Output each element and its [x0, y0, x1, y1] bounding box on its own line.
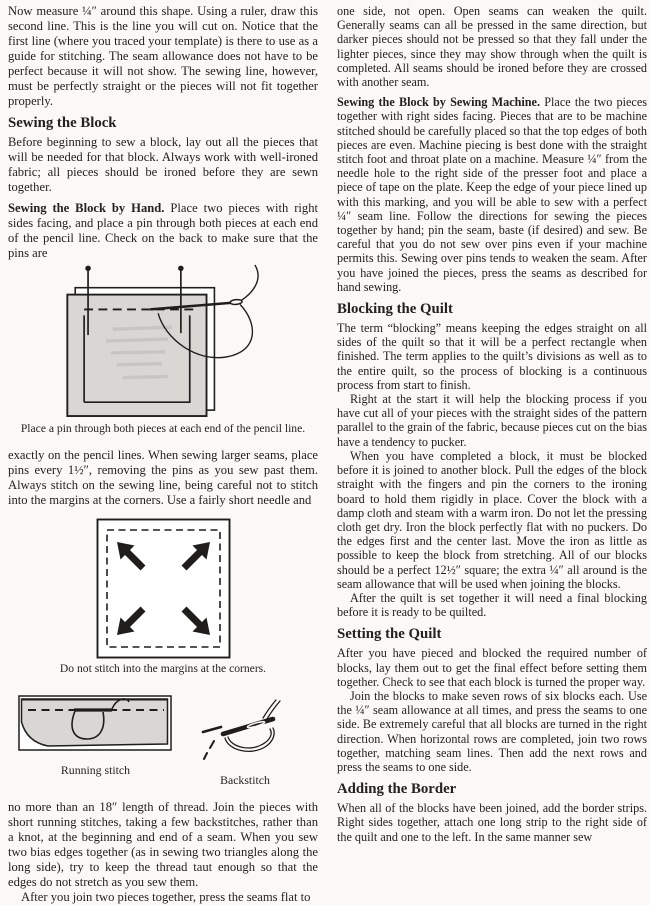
backstitch-figure — [195, 698, 295, 787]
pinned-pieces-caption: Place a pin through both pieces at each end of the pencil line. — [20, 422, 306, 435]
running-stitch-figure — [18, 695, 173, 777]
block-outline — [97, 520, 229, 658]
paragraph-thread-length: no more than an 18″ length of thread. Join the pieces with short running stitches, taking a few backstitches, rather than a knot, at the beginning and end of a seam. When you sew two bias edges together (as in sewing two triangles along the long side), try to keep the thread taut enough so that the edges do not stretch as you sew them. — [8, 800, 318, 889]
paragraph-blocking-2: Right at the start it will help the blocking process if you have cut all of your pieces with the straight sides of the pattern parallel to the grain of the fabric, because pieces cut on the bias have a tendency to pucker. — [337, 392, 647, 449]
pinned-pieces-figure — [8, 264, 318, 419]
backstitch-label: Backstitch — [220, 773, 270, 787]
running-stitch-illustration — [18, 695, 173, 752]
corner-margins-figure — [8, 518, 318, 659]
paragraph-before-sewing: Before beginning to sew a block, lay out all the pieces that will be needed for that block. Always work with well-ironed fabric; all pieces should be ironed before they are sewn together. — [8, 135, 318, 194]
needle-eye — [230, 299, 242, 305]
paragraph-sewing-by-hand-text: Place two pieces with right sides facing, and place a pin through both pieces at each end of the pencil line. Check on the back to make sure that the pins are — [8, 201, 319, 260]
paragraph-setting-2: Join the blocks to make seven rows of six blocks each. Use the ¼″ seam allowance at all times, and press the seams to one side. Be extremely careful that all blocks are turned in the right direction. When horizontal rows are completed, join two rows together, matching seam lines. Then add the next rows and press the seams to one side. — [337, 688, 647, 774]
intro-paragraph: Now measure ¼″ around this shape. Using a ruler, draw this second line. This is the line you will cut on. Notice that the first line (where you traced your template) is there to use as a guide for stitching. The seam allowance does not have to be perfect because it will not show. The sewing line, however, must be perfectly straight or the pieces will not fit together properly. — [8, 4, 318, 108]
stitch-dash — [210, 741, 214, 748]
stitch-figures-row — [8, 695, 318, 787]
paragraph-blocking-1: The term “blocking” means keeping the edges straight on all sides of the quilt so that it will be a perfect rectangle when finished. The term applies to the quilt’s divisions as well as to the entire quilt, so the process of blocking is a continuous process from start to finish. — [337, 321, 647, 392]
paragraph-blocking-4: After the quilt is set together it will need a final blocking before it is ready to be quilted. — [337, 590, 647, 620]
right-column — [337, 4, 647, 905]
paragraph-sewing-by-hand — [8, 201, 318, 261]
running-stitch-label: Running stitch — [60, 763, 131, 777]
stitch-dash — [203, 727, 221, 732]
paragraph-setting-1: After you have pieced and blocked the required number of blocks, lay them out to get the final effect before setting them together. Check to see that each block is turned the proper way. — [337, 646, 647, 689]
paragraph-blocking-3: When you have completed a block, it must be blocked before it is joined to another block. Pull the edges of the block straight with the fingers and pin the corners to the ironing board to hold them rigidly in place. Cover the block with a damp cloth and steam with a warm iron. Do not let the pressing cloth get dry. Iron the block perfectly flat with no puckers. Do the edges first and the center last. Move the iron as little as possible to keep the block from stretching. All of our blocks should be a perfect 12½″ square; the extra ¼″ all around is the seam allowance that will be used when joining the blocks. — [337, 448, 647, 591]
paragraph-border-1: When all of the blocks have been joined, add the border strips. Right sides together, attach one long strip to the right side of the quilt and one to the left. In the same manner sew — [337, 801, 647, 844]
stitch-dash — [204, 753, 207, 759]
run-in-heading-sewing-by-hand: Sewing the Block by Hand. — [8, 201, 165, 215]
run-in-heading-sewing-by-machine: Sewing the Block by Sewing Machine. — [337, 95, 541, 110]
paragraph-sewing-by-machine — [337, 95, 647, 294]
heading-setting-the-quilt: Setting the Quilt — [337, 626, 442, 643]
backstitch-illustration — [195, 698, 295, 760]
pinned-pieces-illustration — [50, 264, 290, 419]
paragraph-exactly: exactly on the pencil lines. When sewing larger seams, place pins every 1½″, removing the pins as you sew past them. Always stitch on the sewing line, being careful not to stitch into the margins at the corners. Use a fairly short needle and — [8, 448, 318, 507]
fabric-fold — [22, 699, 168, 746]
paragraph-after-join: After you join two pieces together, press the seams flat to — [21, 890, 311, 904]
corner-margins-caption: Do not stitch into the margins at the corners. — [59, 662, 267, 675]
paragraph-sewing-by-machine-text: Place the two pieces together with right sides facing. Pieces that are to be machine stitched should be carefully placed so that the top edges of both pieces are even. Machine piecing is best done with the straight stitch foot and throat plate on a machine. Measure ¼″ from the needle hole to the right side of the presser foot and place a piece of tape on the plate. Keep the edge of your piece lined up with this marking, and you will be able to sew with a perfect ¼″ seam line. Follow the directions for sewing the pieces together by hand; pin the seam, baste (if desired) and sew. Be careful that you do not sew over pins even if your machine permits this. Sewing over pins tends to weaken the seam. After you have joined the pieces, press the seams as described for hand sewing. — [337, 95, 647, 294]
thread-icon — [241, 265, 258, 301]
paragraph-one-side: one side, not open. Open seams can weaken the quilt. Generally seams can all be pressed in the same direction, but darker pieces should not be pressed so that they fall under the lighter pieces, since they may show through when the quilt is completed. All seams should be ironed before they are crossed with another seam. — [337, 4, 647, 90]
left-column — [8, 4, 318, 905]
heading-adding-the-border: Adding the Border — [337, 781, 457, 798]
heading-sewing-the-block: Sewing the Block — [8, 115, 117, 131]
heading-blocking-the-quilt: Blocking the Quilt — [337, 301, 453, 318]
corner-arrows-illustration — [96, 518, 231, 659]
